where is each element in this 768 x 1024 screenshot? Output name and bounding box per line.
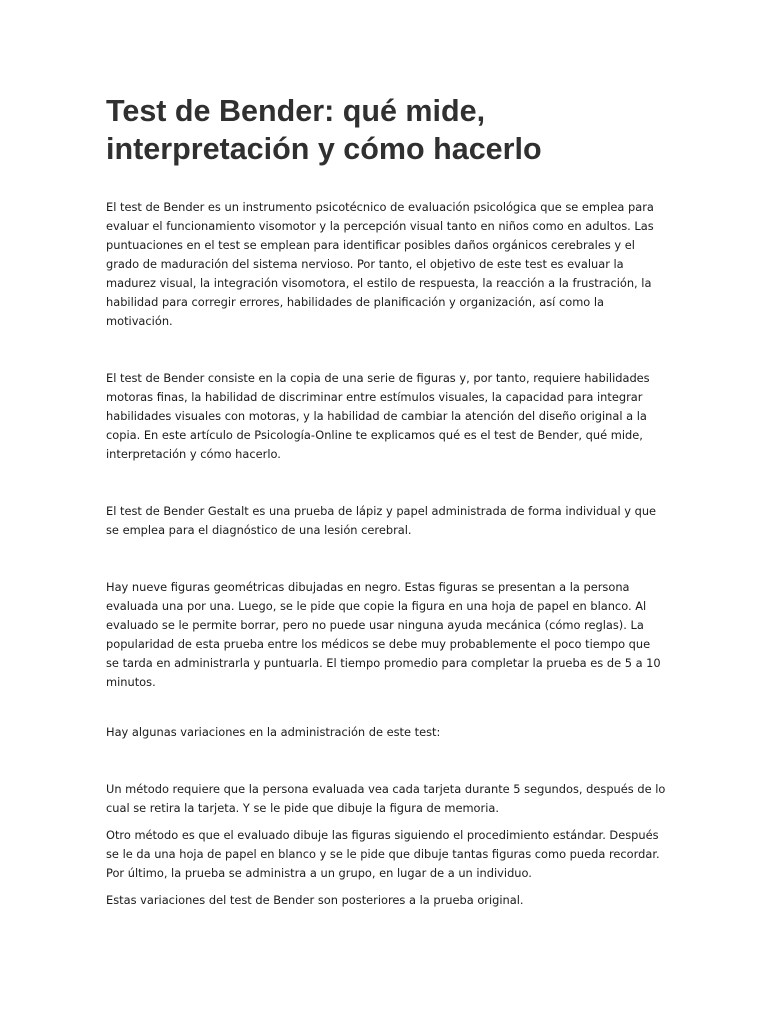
paragraph-variations-intro: Hay algunas variaciones en la administración de este test: — [106, 725, 441, 739]
document-page — [106, 92, 666, 910]
paragraph-method-group: Otro método es que el evaluado dibuje las figuras siguiendo el procedimiento estándar. Después se le da una hoja de papel en blanco y se le pide que dibuje tantas figuras como pueda recordar. Por último, la prueba se administra a un grupo, en lugar de a un individuo. — [106, 828, 660, 880]
paragraph-gestalt: El test de Bender Gestalt es una prueba de lápiz y papel administrada de forma individual y que se emplea para el diagnóstico de una lesión cerebral. — [106, 504, 657, 537]
paragraph-method-memory: Un método requiere que la persona evaluada vea cada tarjeta durante 5 segundos, después de lo cual se retira la tarjeta. Y se le pide que dibuje la figura de memoria. — [106, 782, 666, 815]
paragraph-variations-note: Estas variaciones del test de Bender son posteriores a la prueba original. — [106, 893, 524, 907]
paragraph-intro: El test de Bender es un instrumento psicotécnico de evaluación psicológica que se emplea para evaluar el funcionamiento visomotor y la percepción visual tanto en niños como en adultos. Las puntuaciones en el test se emplean para identificar posibles daños orgánicos cerebrales y el grado de maduración del sistema nervioso. Por tanto, el objetivo de este test es evaluar la madurez visual, la integración visomotora, el estilo de respuesta, la reacción a la frustración, la habilidad para corregir errores, habilidades de planificación y organización, así como la motivación. — [106, 200, 654, 328]
paragraph-description: El test de Bender consiste en la copia de una serie de figuras y, por tanto, requiere habilidades motoras finas, la habilidad de discriminar entre estímulos visuales, la capacidad para integrar habilidades visuales con motoras, y la habilidad de cambiar la atención del diseño original a la copia. En este artículo de Psicología-Online te explicamos qué es el test de Bender, qué mide, interpretación y cómo hacerlo. — [106, 371, 650, 461]
document-title: Test de Bender: qué mide, interpretación y cómo hacerlo — [106, 94, 542, 166]
paragraph-figures: Hay nueve figuras geométricas dibujadas en negro. Estas figuras se presentan a la persona evaluada una por una. Luego, se le pide que copie la figura en una hoja de papel en blanco. Al evaluado se le permite borrar, pero no puede usar ninguna ayuda mecánica (cómo reglas). La popularidad de esta prueba entre los médicos se debe muy probablemente el poco tiempo que se tarda en administrarla y puntuarla. El tiempo promedio para completar la prueba es de 5 a 10 minutos. — [106, 580, 661, 689]
